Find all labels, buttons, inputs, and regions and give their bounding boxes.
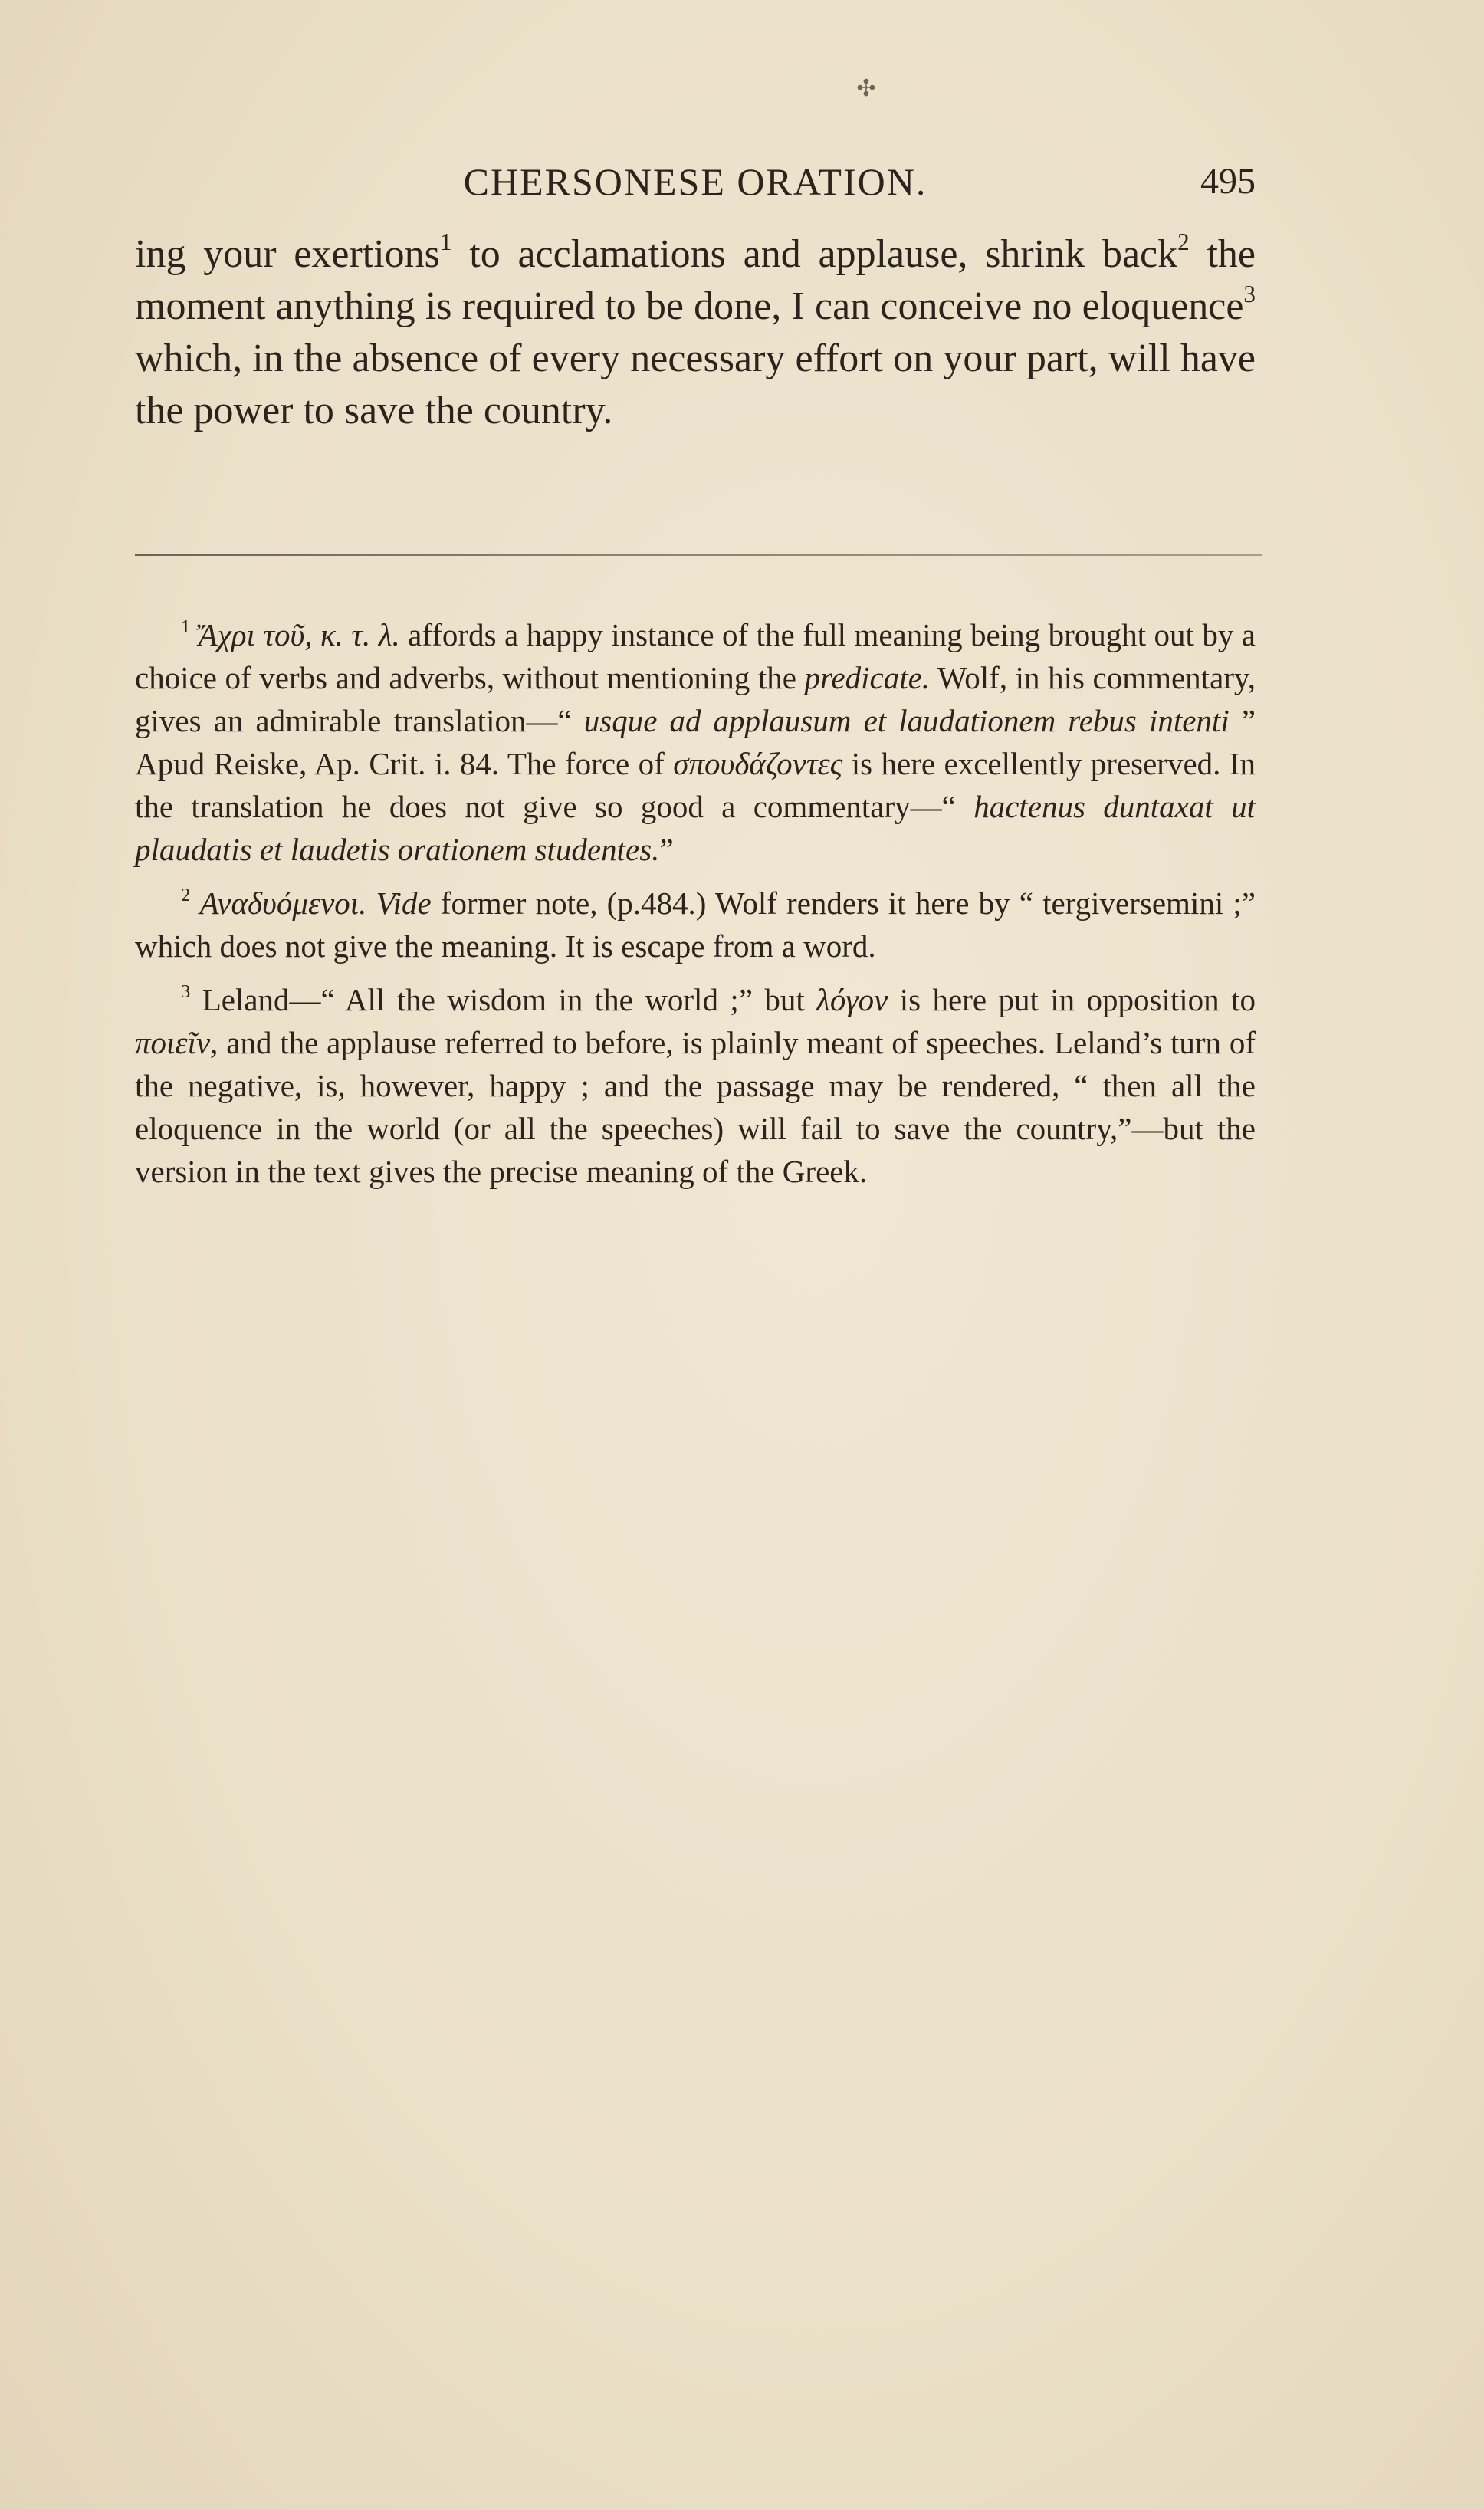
footnotes xyxy=(135,613,1256,1204)
greek-phrase: Ἄχρι τοῦ, κ. τ. λ. xyxy=(198,617,400,652)
latin-quote: hactenus duntaxat ut plaudatis et laudetis orationem studentes. xyxy=(135,789,1256,867)
running-head xyxy=(135,157,1256,206)
footnote-number: 1 xyxy=(181,616,191,637)
footnote-text: Leland—“ All the wisdom in the world ;” but xyxy=(202,982,817,1017)
footnote-number: 2 xyxy=(181,884,191,905)
body-text-span: which, in the absence of every necessary effort on your part, will have the power to save the country. xyxy=(135,337,1256,432)
footnote-text: former note, (p.484.) Wolf renders it here by “ tergiversemini ;” which does not give the meaning. It is escape from a word. xyxy=(135,885,1256,964)
footnote-text: affords a happy instance of the full meaning being brought out by a choice of verbs and adverbs, without mentioning the xyxy=(135,617,1256,695)
footnote-ref-3: 3 xyxy=(1243,281,1256,308)
footnote-text: and the applause referred to before, is plainly meant of speeches. Leland’s turn of the negative, is, however, happy ; and the passage may be rendered, “ then all the eloquence in the world (or all the speeches) will fail to save the country,”—but the version in the text gives the precise meaning of the Greek. xyxy=(135,1025,1256,1189)
footnote-2 xyxy=(135,882,1256,968)
greek-word: σπουδάζοντες xyxy=(673,746,843,781)
page-number: 495 xyxy=(1200,161,1256,202)
footnote-text: ” xyxy=(659,832,674,867)
greek-word: Αναδυόμενοι. xyxy=(199,885,367,921)
footnote-number: 3 xyxy=(181,981,191,1002)
printer-ornament: ✣ xyxy=(856,76,876,101)
body-paragraph xyxy=(135,228,1256,437)
footnote-text: is here put in opposition to xyxy=(888,982,1256,1017)
greek-word: ποιεῖν, xyxy=(135,1025,218,1060)
body-text-span: ing your exertions xyxy=(135,232,440,276)
footnote-ref-1: 1 xyxy=(439,228,452,256)
italic-text: predicate. xyxy=(804,660,931,695)
footnote-3 xyxy=(135,978,1256,1193)
main-text xyxy=(135,228,1256,437)
latin-quote: usque ad applausum et laudationem rebus intenti xyxy=(583,703,1230,738)
footnote-text xyxy=(366,885,376,921)
page-title: CHERSONESE ORATION. xyxy=(463,160,927,203)
footnote-divider xyxy=(135,554,1262,556)
footnote-text: Wolf, in his commentary, gives an admirable translation—“ xyxy=(135,660,1256,738)
footnote-text: ” Apud Reiske, Ap. Crit. i. 84. The force of xyxy=(135,703,1256,781)
footnote-text: is here excellently preserved. In the translation he does not give so good a commentary—“ xyxy=(135,746,1256,824)
body-text-span: to acclamations and applause, shrink back xyxy=(451,232,1178,276)
greek-word: λόγον xyxy=(816,982,888,1017)
body-text-span: the moment anything is required to be done, I can conceive no eloquence xyxy=(135,232,1256,328)
footnote-1 xyxy=(135,613,1256,871)
italic-text: Vide xyxy=(376,885,432,921)
footnote-ref-2: 2 xyxy=(1177,228,1190,256)
